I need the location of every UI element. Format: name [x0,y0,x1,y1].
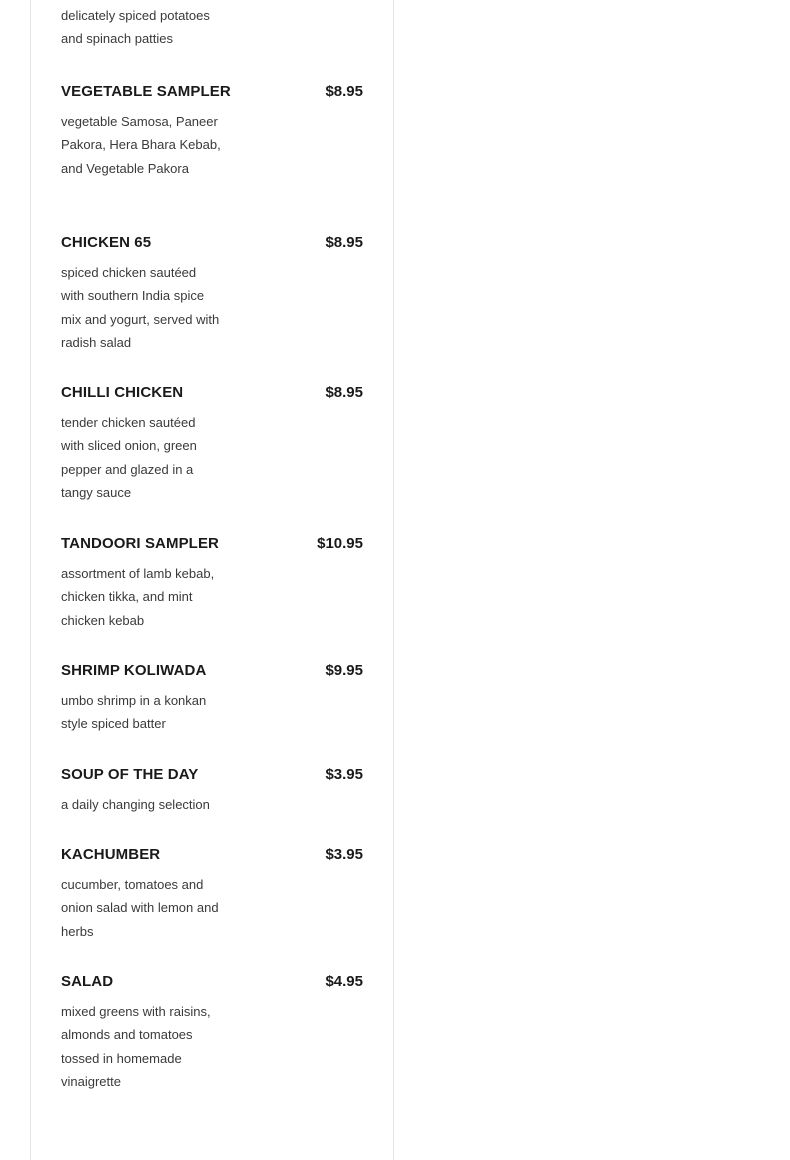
menu-item-description: cucumber, tomatoes and onion salad with lemon and herbs [61,877,219,939]
menu-item-price: $8.95 [325,83,363,100]
menu-item-description: a daily changing selection [61,797,210,812]
menu-item-name: KACHUMBER [61,846,161,863]
menu-card [30,0,394,1160]
menu-item-description: vegetable Samosa, Paneer Pakora, Hera Bhara Kebab, and Vegetable Pakora [61,114,221,176]
menu-item-price: $4.95 [325,973,363,990]
menu-item-name: SOUP OF THE DAY [61,766,199,783]
menu-item-price: $10.95 [317,535,363,552]
menu-item-price: $8.95 [325,384,363,401]
menu-item-name: TANDOORI SAMPLER [61,535,219,552]
menu-item-description: spiced chicken sautéed with southern India spice mix and yogurt, served with radish salad [61,265,220,350]
menu-item-description: assortment of lamb kebab, chicken tikka, and mint chicken kebab [61,566,215,628]
menu-item-description: mixed greens with raisins, almonds and tomatoes tossed in homemade vinaigrette [61,1004,211,1089]
menu-item-name: CHILLI CHICKEN [61,384,184,401]
menu-item-price: $3.95 [325,766,363,783]
menu-item-name: VEGETABLE SAMPLER [61,83,231,100]
menu-item-name: SALAD [61,973,114,990]
menu-item-description: umbo shrimp in a konkan style spiced batter [61,693,207,732]
menu-item-price: $8.95 [325,234,363,251]
menu-item-description: delicately spiced potatoes and spinach patties [61,8,210,47]
menu-item-name: SHRIMP KOLIWADA [61,662,207,679]
menu-item-price: $3.95 [325,846,363,863]
menu-item-price: $9.95 [325,662,363,679]
menu-item-name: CHICKEN 65 [61,234,152,251]
menu-item-description: tender chicken sautéed with sliced onion, green pepper and glazed in a tangy sauce [61,415,197,500]
